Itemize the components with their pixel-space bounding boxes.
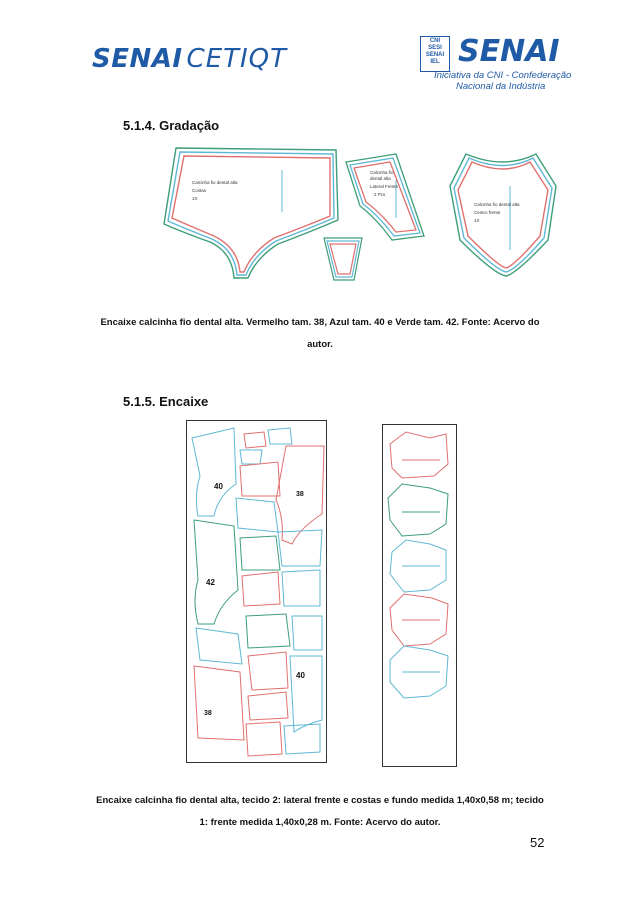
page-number: 52 — [530, 835, 545, 850]
side-label-1: Calcinha fio — [370, 170, 394, 175]
section-heading-gradacao: 5.1.4. Gradação — [123, 118, 220, 133]
back-label-3: 1X — [192, 196, 198, 201]
logo-tagline-1: Iniciativa da CNI - Confederação — [434, 70, 572, 81]
senai-cni-logo — [420, 36, 590, 92]
box-line-iel: IEL — [430, 59, 440, 65]
front-label-1: Calcinha fio dental alta — [474, 202, 520, 207]
caption-encaixe-line-2: 1: frente medida 1,40x0,28 m. Fonte: Acervo do autor. — [199, 817, 441, 828]
figure-caption-gradacao — [40, 312, 600, 356]
back-label-2: Costas — [192, 188, 207, 193]
section-heading-encaixe: 5.1.5. Encaixe — [123, 394, 209, 409]
caption-gradacao-line-2: autor. — [307, 339, 333, 350]
box-line-cni: CNI — [429, 38, 441, 44]
front-piece-outlines — [450, 154, 556, 276]
cni-sesi-senai-iel-box — [420, 36, 450, 72]
marker-size-label-4: 40 — [296, 671, 305, 680]
box-line-sesi: SESI — [428, 45, 442, 51]
side-label-2: dental alta — [370, 176, 391, 181]
front-label-2: Centro frente — [474, 210, 501, 215]
caption-encaixe-line-1: Encaixe calcinha fio dental alta, tecido 2: lateral frente e costas e fundo medida 1,40x0,58 m; tecido — [96, 795, 544, 806]
side-label-4: 2 Pcs — [374, 192, 386, 197]
logo-tagline-2: Nacional da Indústria — [456, 81, 546, 92]
side-label-3: Lateral Frente — [370, 184, 399, 189]
marker-size-label-2: 38 — [296, 491, 304, 498]
marker-size-label-5: 38 — [204, 710, 212, 717]
marker-frame-tecido-1 — [383, 425, 457, 767]
back-label-1: Calcinha fio dental alta — [192, 180, 238, 185]
front-piece-green — [450, 154, 556, 276]
marker-pieces-tecido-1 — [388, 432, 448, 698]
marker-size-label-3: 42 — [206, 578, 215, 587]
logo-senai-text: SENAI — [92, 44, 183, 74]
side-piece-outlines — [346, 154, 424, 240]
caption-gradacao-line-1: Encaixe calcinha fio dental alta. Vermelho tam. 38, Azul tam. 40 e Verde tam. 42. Fonte: Acervo do — [100, 317, 540, 328]
senai-cetiqt-logo — [92, 44, 287, 78]
marker-size-label-1: 40 — [214, 482, 223, 491]
back-piece-outlines — [164, 148, 338, 278]
back-piece-red — [172, 156, 330, 272]
logo-cetiqt-text: CETIQT — [186, 44, 288, 74]
gradacao-pattern-figure — [160, 140, 580, 290]
box-line-senai: SENAI — [425, 52, 445, 58]
marker-pieces-tecido-2 — [192, 428, 324, 756]
figure-caption-encaixe — [40, 790, 600, 834]
encaixe-marker-tecido-2 — [186, 420, 336, 764]
front-label-3: 1X — [474, 218, 480, 223]
logo-senai-right-text: SENAI — [458, 34, 560, 69]
gusset-outlines — [324, 238, 362, 280]
back-piece-blue — [168, 152, 334, 275]
front-piece-blue — [454, 158, 552, 272]
encaixe-marker-tecido-1 — [382, 424, 462, 768]
